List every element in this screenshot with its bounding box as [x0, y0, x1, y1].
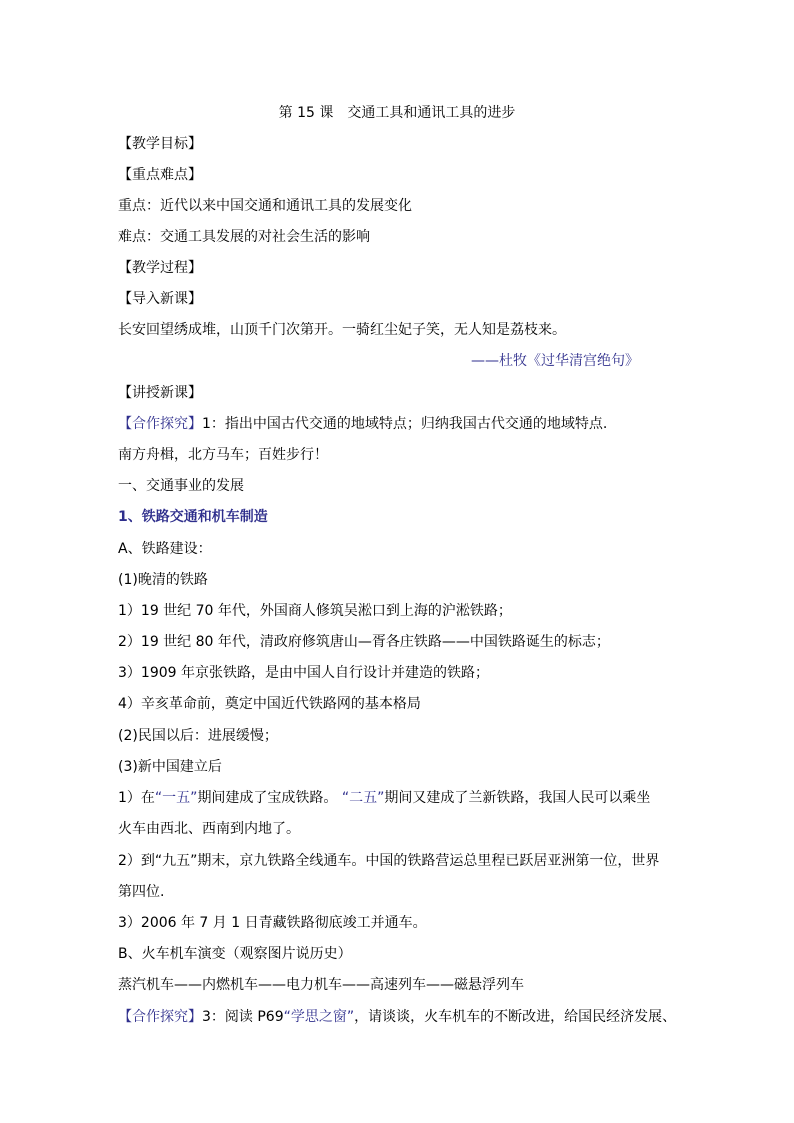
section-heading-teaching-goals: 【教学目标】 — [118, 136, 202, 152]
part-1-1-heading: 1、铁路交通和机车制造 — [118, 509, 268, 525]
late-qing-heading: (1)晚清的铁路 — [118, 572, 208, 588]
inquiry-3-quote: “学思之窗” — [283, 1009, 355, 1025]
prc-item-2-continued: 第四位. — [118, 884, 165, 900]
prc-item-1 — [118, 788, 650, 808]
inquiry-3-tag: 【合作探究】 — [118, 1009, 202, 1025]
late-qing-item-2: 2）19 世纪 80 年代，清政府修筑唐山—胥各庄铁路——中国铁路诞生的标志； — [118, 634, 610, 650]
prc-item-2: 2）到“九五”期末，京九铁路全线通车。中国的铁路营运总里程已跃居亚洲第一位，世界 — [118, 853, 660, 869]
inquiry-3-part-a: 3：阅读 P69 — [202, 1009, 284, 1025]
locomotive-evolution-text: 蒸汽机车——内燃机车——电力机车——高速列车——磁悬浮列车 — [118, 977, 524, 993]
section-heading-key-difficult: 【重点难点】 — [118, 167, 202, 183]
page-title: 第 15 课 交通工具和通讯工具的进步 — [278, 105, 516, 121]
late-qing-item-1: 1）19 世纪 70 年代，外国商人修筑吴淞口到上海的沪淞铁路； — [118, 603, 512, 619]
section-heading-lecture: 【讲授新课】 — [118, 385, 202, 401]
railway-construction-heading: A、铁路建设： — [118, 541, 212, 557]
prc-item-1-quote-2: “二五” — [341, 790, 385, 806]
inquiry-1-text: 1：指出中国古代交通的地域特点；归纳我国古代交通的地域特点. — [202, 416, 608, 432]
prc-heading: (3)新中国建立后 — [118, 759, 222, 775]
locomotive-evolution-heading: B、火车机车演变（观察图片说历史） — [118, 946, 352, 962]
section-heading-intro: 【导入新课】 — [118, 291, 202, 307]
prc-item-1-part-c: 期间又建成了兰新铁路，我国人民可以乘坐 — [384, 790, 651, 806]
section-heading-teaching-process: 【教学过程】 — [118, 260, 202, 276]
prc-item-1-part-a: 1）在 — [118, 790, 155, 806]
inquiry-1-tag: 【合作探究】 — [118, 416, 202, 432]
roc-heading: (2)民国以后：进展缓慢； — [118, 728, 278, 744]
prc-item-1-quote-1: “一五” — [154, 790, 198, 806]
prc-item-1-continued: 火车由西北、西南到内地了。 — [118, 821, 300, 837]
inquiry-3 — [118, 1007, 676, 1027]
inquiry-3-part-b: ，请谈谈，火车机车的不断改进，给国民经济发展、 — [354, 1009, 677, 1025]
late-qing-item-4: 4）辛亥革命前，奠定中国近代铁路网的基本格局 — [118, 696, 421, 712]
prc-item-1-part-b: 期间建成了宝成铁路。 — [197, 790, 342, 806]
poem-text: 长安回望绣成堆，山顶千门次第开。一骑红尘妃子笑，无人知是荔枝来。 — [118, 322, 566, 338]
key-point-text: 重点：近代以来中国交通和通讯工具的发展变化 — [118, 198, 412, 214]
prc-item-3: 3）2006 年 7 月 1 日青藏铁路彻底竣工并通车。 — [118, 915, 427, 931]
inquiry-1-answer: 南方舟楫，北方马车；百姓步行！ — [118, 447, 328, 463]
inquiry-1 — [118, 414, 607, 434]
part-1-heading: 一、交通事业的发展 — [118, 478, 244, 494]
difficult-point-text: 难点：交通工具发展的对社会生活的影响 — [118, 229, 370, 245]
late-qing-item-3: 3）1909 年京张铁路，是由中国人自行设计并建造的铁路； — [118, 665, 489, 681]
poem-source: ——杜牧《过华清宫绝句》 — [471, 353, 639, 369]
